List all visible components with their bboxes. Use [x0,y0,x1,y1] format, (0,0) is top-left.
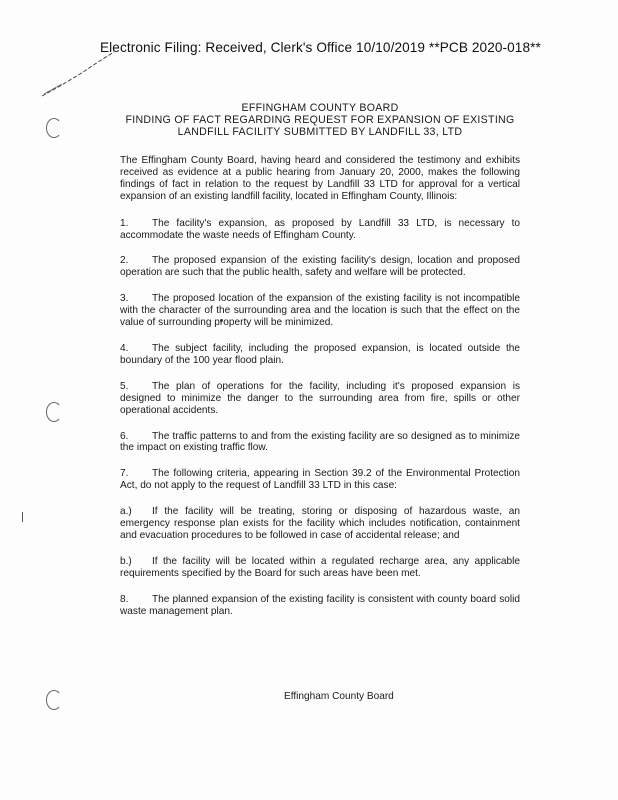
finding-item [120,468,520,492]
finding-item [120,343,520,367]
finding-item [120,293,520,329]
finding-item [120,218,520,242]
finding-text: The following criteria, appearing in Section 39.2 of the Environmental Protection Act, do not apply to the request of Landfill 33 LTD in this case: [120,468,520,492]
document-heading [110,103,530,138]
finding-number: 1. [120,217,129,229]
finding-number: 7. [120,468,129,480]
finding-text: The traffic patterns to and from the existing facility are so designed as to minimize the impact on existing traffic flow. [120,430,520,454]
finding-text: The planned expansion of the existing facility is consistent with county board solid waste management plan. [120,593,520,617]
finding-text: The plan of operations for the facility, including it's proposed expansion is designed to minimize the danger to the surrounding area from fire, spills or other operational accidents. [120,380,520,416]
signature-line: Effingham County Board [284,691,394,702]
punch-hole-mark [46,118,62,138]
finding-number: 5. [120,380,129,392]
margin-mark [22,512,23,522]
intro-paragraph: The Effingham County Board, having heard and considered the testimony and exhibits received as evidence at a public hearing from January 20, 2000, makes the following findings of fact in relation to the request by Landfill 33 LTD for approval for a vertical expansion of an existing landfill facility, located in Effingham County, Illinois: [120,155,520,202]
finding-text: The facility's expansion, as proposed by Landfill 33 LTD, is necessary to accommodate the waste needs of Effingham County. [120,217,520,241]
document-body [120,155,520,631]
finding-text: The subject facility, including the proposed expansion, is located outside the boundary of the 100 year flood plain. [120,342,520,366]
finding-text: The proposed expansion of the existing facility's design, location and proposed operation are such that the public health, safety and welfare will be protected. [120,255,520,279]
heading-line: EFFINGHAM COUNTY BOARD [241,102,399,114]
finding-item [120,506,520,542]
punch-hole-mark [46,690,62,710]
finding-item [120,431,520,455]
finding-number: 2. [120,255,129,267]
finding-number: 6. [120,430,129,442]
finding-text: If the facility will be located within a regulated recharge area, any applicable requirements specified by the Board for such areas have been met. [120,555,520,579]
finding-number: 8. [120,593,129,605]
pen-scribble [40,50,120,100]
punch-hole-mark [46,402,62,422]
filing-stamp: Electronic Filing: Received, Clerk's Office 10/10/2019 **PCB 2020-018** [100,40,541,55]
finding-item [120,381,520,417]
finding-text: The proposed location of the expansion of the existing facility is not incompatible with the character of the surrounding area and the location is such that the effect on the value of surrounding property will be minimized. [120,293,520,329]
finding-item [120,255,520,279]
finding-number: 3. [120,293,129,305]
finding-text: If the facility will be treating, storing or disposing of hazardous waste, an emergency response plan exists for the facility which includes notification, containment and evacuation procedures to be followed in case of accidental release; and [120,506,520,541]
finding-item [120,594,520,618]
finding-number: b.) [120,555,132,567]
finding-number: a.) [120,506,132,518]
finding-item [120,556,520,580]
heading-line: LANDFILL FACILITY SUBMITTED BY LANDFILL 33, LTD [177,125,463,138]
finding-number: 4. [120,342,129,354]
heading-line: FINDING OF FACT REGARDING REQUEST FOR EXPANSION OF EXISTING [125,113,515,126]
